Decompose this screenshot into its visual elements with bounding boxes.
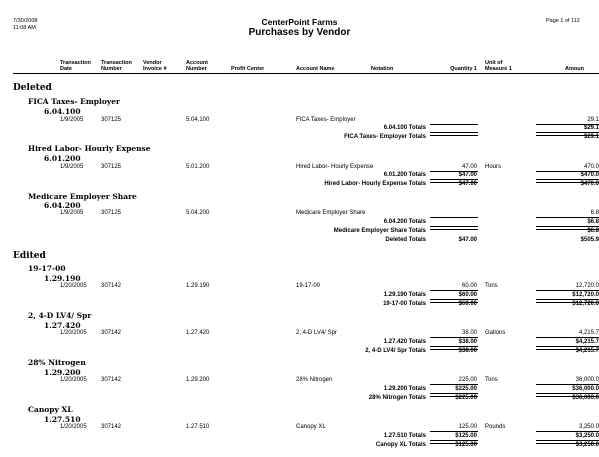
account-total-label: 1.29.190 Totals <box>383 292 426 298</box>
account-total-amount: $36,000.0 <box>572 386 599 392</box>
account-total-amount: $3,250.0 <box>575 433 599 439</box>
group-total-amount: $6.8 <box>587 228 599 234</box>
group-name: 2, 4-D LV4/ Spr <box>28 311 92 320</box>
group-total-amount: $4,215.7 <box>575 348 599 354</box>
group-name: Hired Labor- Hourly Expense <box>28 144 151 153</box>
section-total-amount: $505.9 <box>580 237 599 243</box>
col-quantity: Quantity 1 <box>450 66 477 72</box>
col-notation: Notation <box>371 66 394 72</box>
group-total-label: Canopy XL Totals <box>375 442 426 448</box>
section-deleted: Deleted <box>13 83 52 93</box>
account-code: 6.04.100 <box>44 107 81 116</box>
section-edited: Edited <box>13 251 46 261</box>
account-code: 1.27.420 <box>44 321 81 330</box>
group-total-qty: $47.00 <box>458 181 477 187</box>
col-unit-of-measure: Unit of Measure 1 <box>485 60 512 72</box>
group-total-label: Medicare Employer Share Totals <box>333 228 426 234</box>
company-name: CenterPoint Farms <box>261 17 338 27</box>
account-total-amount: $470.0 <box>580 172 599 178</box>
group-total-qty: $60.00 <box>458 301 477 307</box>
group-name: Medicare Employer Share <box>28 192 137 201</box>
report-date: 7/30/2008 <box>13 18 38 24</box>
account-total-label: 6.04.200 Totals <box>383 219 426 225</box>
group-total-label: FICA Taxes- Employer Totals <box>344 134 426 140</box>
group-total-amount: $470.0 <box>580 181 599 187</box>
group-name: FICA Taxes- Employer <box>28 97 120 106</box>
group-total-label: 19-17-00 Totals <box>383 301 426 307</box>
col-account-name: Account Name <box>296 66 335 72</box>
account-total-label: 1.27.510 Totals <box>383 433 426 439</box>
account-total-qty: $60.00 <box>458 292 477 298</box>
col-account-number: Account Number <box>186 60 208 72</box>
account-code: 6.01.200 <box>44 154 81 163</box>
report-time: 11:08 AM <box>13 25 36 31</box>
section-total-qty: $47.00 <box>458 237 477 243</box>
account-total-qty: $38.00 <box>458 339 477 345</box>
group-total-amount: $36,000.0 <box>572 395 599 401</box>
col-amount: Amoun <box>565 66 584 72</box>
col-profit-center: Profit Center <box>231 66 265 72</box>
group-name: 19-17-00 <box>28 264 66 273</box>
group-name: 28% Nitrogen <box>28 358 86 367</box>
section-total-label: Deleted Totals <box>385 237 426 243</box>
report-title: Purchases by Vendor <box>248 27 351 38</box>
page-number: Page 1 of 112 <box>546 18 580 24</box>
group-total-amount: $3,250.0 <box>575 442 599 448</box>
group-total-qty: $125.00 <box>455 442 477 448</box>
group-total-label: 28% Nitrogen Totals <box>368 395 426 401</box>
account-total-amount: $12,720.0 <box>572 292 599 298</box>
col-transaction-number: Transaction Number <box>101 60 132 72</box>
account-total-qty: $47.00 <box>458 172 477 178</box>
group-name: Canopy XL <box>28 405 73 414</box>
account-total-label: 6.01.200 Totals <box>383 172 426 178</box>
account-total-label: 6.04.100 Totals <box>383 125 426 131</box>
group-total-amount: $12,720.0 <box>572 301 599 307</box>
account-total-label: 1.29.200 Totals <box>383 386 426 392</box>
account-total-label: 1.27.420 Totals <box>383 339 426 345</box>
col-vendor-invoice: Vendor Invoice # <box>143 60 167 72</box>
account-total-qty: $125.00 <box>455 433 477 439</box>
account-code: 1.27.510 <box>44 415 81 424</box>
account-code: 6.04.200 <box>44 201 81 210</box>
account-total-amount: $4,215.7 <box>575 339 599 345</box>
account-total-amount: $6.8 <box>587 219 599 225</box>
group-total-amount: $29.1 <box>583 134 599 140</box>
account-code: 1.29.190 <box>44 274 81 283</box>
group-total-label: 2, 4-D LV4/ Spr Totals <box>365 348 426 354</box>
group-total-label: Hired Labor- Hourly Expense Totals <box>324 181 426 187</box>
account-total-amount: $29.1 <box>583 125 599 131</box>
account-total-qty: $225.00 <box>455 386 477 392</box>
col-transaction-date: Transaction Date <box>60 60 91 72</box>
account-code: 1.29.200 <box>44 368 81 377</box>
group-total-qty: $38.00 <box>458 348 477 354</box>
group-total-qty: $225.00 <box>455 395 477 401</box>
header-rule <box>13 73 599 74</box>
